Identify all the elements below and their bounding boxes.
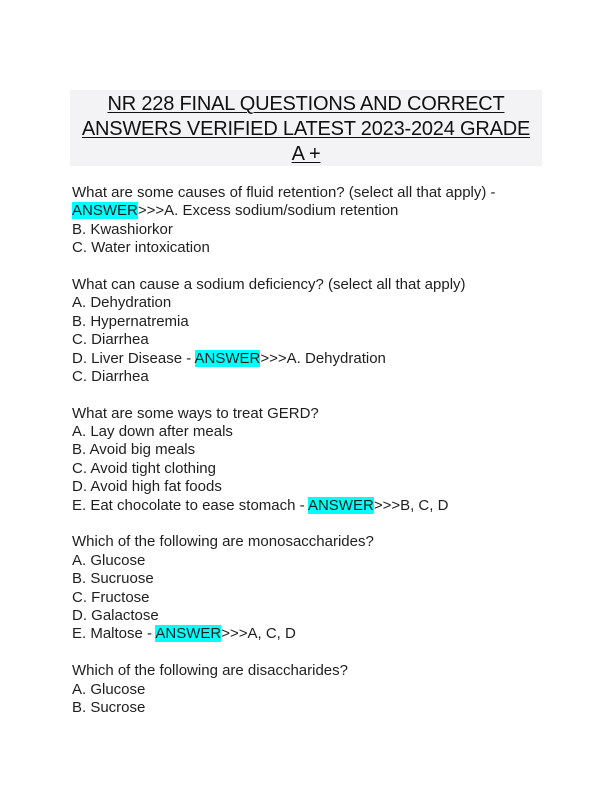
answer-text: >>>A. Excess sodium/sodium retention (137, 202, 399, 220)
option-line (72, 202, 542, 220)
line-text: What are some causes of fluid retention? (select all that apply) - (72, 184, 496, 201)
line-text: D. Galactose (72, 606, 159, 624)
option-line (72, 497, 542, 515)
option-line (72, 478, 542, 496)
line-text: Which of the following are disaccharides? (72, 662, 348, 680)
line-text: C. Avoid tight clothing (72, 459, 216, 477)
line-text: C. Fructose (72, 588, 150, 606)
line-text: C. Diarrhea (72, 367, 149, 385)
answer-text: >>>B, C, D (373, 496, 449, 514)
line-text: A. Glucose (72, 680, 146, 698)
question-text (72, 405, 542, 423)
answer-highlight: ANSWER (194, 349, 261, 367)
question-block (72, 662, 542, 717)
question-list (72, 184, 542, 736)
question-block (72, 276, 542, 386)
question-text (72, 533, 542, 551)
option-line (72, 331, 542, 349)
option-line (72, 239, 542, 257)
option-line (72, 441, 542, 459)
line-text: E. Maltose - (72, 625, 156, 643)
option-line (72, 368, 542, 386)
line-text: D. Liver Disease - (72, 349, 195, 367)
line-text: What are some ways to treat GERD? (72, 404, 319, 422)
option-line (72, 699, 542, 717)
title-banner (70, 90, 542, 166)
line-text: B. Avoid big meals (72, 441, 196, 459)
answer-text: >>>A, C, D (221, 625, 296, 643)
option-line (72, 589, 542, 607)
line-text: E. Eat chocolate to ease stomach - (72, 496, 308, 514)
option-line (72, 681, 542, 699)
option-line (72, 294, 542, 312)
option-line (72, 423, 542, 441)
line-text: B. Sucrose (72, 698, 146, 716)
line-text: A. Lay down after meals (72, 423, 233, 441)
line-text: B. Sucruose (72, 570, 154, 588)
option-line (72, 607, 542, 625)
answer-highlight: ANSWER (72, 202, 138, 220)
question-text (72, 276, 542, 294)
question-text (72, 662, 542, 680)
title-line: NR 228 FINAL QUESTIONS AND CORRECT (107, 93, 505, 115)
line-text: C. Water intoxication (72, 239, 210, 257)
option-line (72, 570, 542, 588)
answer-highlight: ANSWER (155, 625, 222, 643)
option-line (72, 625, 542, 643)
option-line (72, 221, 542, 239)
title-line: ANSWERS VERIFIED LATEST 2023-2024 GRADE (81, 118, 531, 140)
line-text: A. Glucose (72, 551, 146, 569)
option-line (72, 552, 542, 570)
question-block (72, 533, 542, 643)
question-block (72, 184, 542, 258)
answer-text: >>>A. Dehydration (260, 349, 386, 367)
line-text: D. Avoid high fat foods (72, 478, 222, 496)
question-text (72, 184, 542, 202)
option-line (72, 350, 542, 368)
line-text: B. Kwashiorkor (72, 220, 173, 238)
line-text: A. Dehydration (72, 294, 172, 312)
title-line: A + (291, 143, 321, 165)
option-line (72, 460, 542, 478)
line-text: C. Diarrhea (72, 331, 149, 349)
option-line (72, 313, 542, 331)
line-text: Which of the following are monosaccharides? (72, 533, 374, 551)
question-block (72, 405, 542, 515)
answer-highlight: ANSWER (307, 496, 374, 514)
line-text: What can cause a sodium deficiency? (select all that apply) (72, 275, 466, 293)
line-text: B. Hypernatremia (72, 312, 189, 330)
